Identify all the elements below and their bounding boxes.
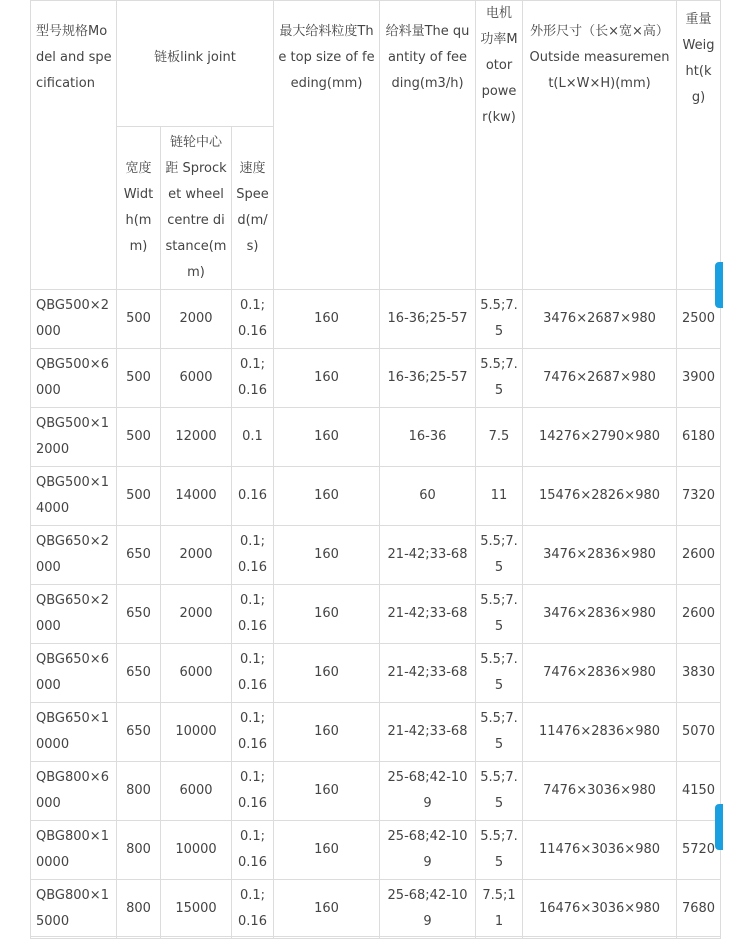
cell-feed-size: 160	[274, 408, 380, 467]
cell-motor-power: 7.5;11	[476, 880, 523, 939]
cell-speed: 0.1	[232, 408, 274, 467]
cell-model: QBG500×12000	[31, 408, 117, 467]
cell-weight: 2600	[677, 585, 721, 644]
cell-feed-size: 160	[274, 821, 380, 880]
table-row	[31, 526, 721, 585]
cell-quantity: 16-36	[380, 408, 476, 467]
header-quantity: 给料量The quantity of feeding(m3/h)	[380, 1, 476, 290]
table-body	[31, 1, 721, 939]
cell-speed: 0.1;0.16	[232, 880, 274, 939]
header-sprocket-distance: 链轮中心距 Sprocket wheel centre distance(mm)	[161, 127, 232, 290]
table-row	[31, 880, 721, 939]
header-motor-power: 电机功率Motor power(kw)	[476, 1, 523, 290]
cell-speed: 0.1;0.16	[232, 821, 274, 880]
cell-motor-power: 5.5;7.5	[476, 526, 523, 585]
header-model: 型号规格Model and specification	[31, 1, 117, 290]
cell-quantity: 25-68;42-109	[380, 880, 476, 939]
cell-outside-measurement: 16476×3036×980	[523, 880, 677, 939]
cell-motor-power: 5.5;7.5	[476, 703, 523, 762]
cell-model: QBG500×14000	[31, 467, 117, 526]
cell-width: 650	[117, 585, 161, 644]
header-feed-size: 最大给料粒度The top size of feeding(mm)	[274, 1, 380, 290]
table-row	[31, 290, 721, 349]
header-width: 宽度Width(mm)	[117, 127, 161, 290]
cell-model: QBG500×6000	[31, 349, 117, 408]
cell-model: QBG800×15000	[31, 880, 117, 939]
cell-width: 650	[117, 703, 161, 762]
cell-distance: 10000	[161, 703, 232, 762]
cell-distance: 6000	[161, 762, 232, 821]
table-row	[31, 585, 721, 644]
cell-feed-size: 160	[274, 880, 380, 939]
cell-speed: 0.1;0.16	[232, 526, 274, 585]
table-row	[31, 821, 721, 880]
cell-outside-measurement: 15476×2826×980	[523, 467, 677, 526]
table-row	[31, 703, 721, 762]
cell-distance: 2000	[161, 290, 232, 349]
cell-weight: 6180	[677, 408, 721, 467]
cell-speed: 0.1;0.16	[232, 585, 274, 644]
cell-speed: 0.16	[232, 467, 274, 526]
cell-motor-power: 5.5;7.5	[476, 762, 523, 821]
cell-weight: 3830	[677, 644, 721, 703]
cell-outside-measurement: 7476×2836×980	[523, 644, 677, 703]
cell-speed: 0.1;0.16	[232, 703, 274, 762]
cell-motor-power: 11	[476, 467, 523, 526]
cell-speed: 0.1;0.16	[232, 644, 274, 703]
cell-speed: 0.1;0.16	[232, 762, 274, 821]
cell-quantity: 60	[380, 467, 476, 526]
cell-motor-power: 5.5;7.5	[476, 585, 523, 644]
cell-distance: 12000	[161, 408, 232, 467]
cell-width: 650	[117, 644, 161, 703]
cell-speed: 0.1;0.16	[232, 349, 274, 408]
cell-distance: 6000	[161, 349, 232, 408]
cell-quantity: 21-42;33-68	[380, 644, 476, 703]
cell-weight: 5720	[677, 821, 721, 880]
cell-weight: 7680	[677, 880, 721, 939]
cell-motor-power: 5.5;7.5	[476, 290, 523, 349]
table-row	[31, 762, 721, 821]
cell-outside-measurement: 7476×3036×980	[523, 762, 677, 821]
cell-motor-power: 5.5;7.5	[476, 349, 523, 408]
cell-feed-size: 160	[274, 349, 380, 408]
cell-model: QBG650×10000	[31, 703, 117, 762]
cell-outside-measurement: 3476×2687×980	[523, 290, 677, 349]
cell-motor-power: 5.5;7.5	[476, 644, 523, 703]
cell-quantity: 21-42;33-68	[380, 585, 476, 644]
cell-motor-power: 5.5;7.5	[476, 821, 523, 880]
header-outside-measurement: 外形尺寸（长×宽×高）Outside measurement(L×W×H)(mm)	[523, 1, 677, 290]
header-weight: 重量Weight(kg)	[677, 1, 721, 290]
cell-weight: 2500	[677, 290, 721, 349]
cell-model: QBG800×10000	[31, 821, 117, 880]
cell-outside-measurement: 3476×2836×980	[523, 526, 677, 585]
spec-table	[30, 0, 721, 939]
cell-quantity: 16-36;25-57	[380, 349, 476, 408]
cell-model: QBG650×6000	[31, 644, 117, 703]
table-bottom-border	[30, 936, 720, 937]
cell-weight: 5070	[677, 703, 721, 762]
cell-model: QBG500×2000	[31, 290, 117, 349]
cell-distance: 2000	[161, 585, 232, 644]
cell-feed-size: 160	[274, 526, 380, 585]
cell-outside-measurement: 14276×2790×980	[523, 408, 677, 467]
cell-width: 500	[117, 349, 161, 408]
table-row	[31, 467, 721, 526]
cell-outside-measurement: 3476×2836×980	[523, 585, 677, 644]
cell-width: 500	[117, 467, 161, 526]
cell-distance: 6000	[161, 644, 232, 703]
side-scroll-tab[interactable]	[715, 804, 723, 850]
cell-weight: 2600	[677, 526, 721, 585]
header-row-1	[31, 1, 721, 127]
header-speed: 速度Speed(m/s)	[232, 127, 274, 290]
cell-width: 500	[117, 408, 161, 467]
cell-distance: 15000	[161, 880, 232, 939]
cell-feed-size: 160	[274, 585, 380, 644]
cell-quantity: 16-36;25-57	[380, 290, 476, 349]
table-row	[31, 644, 721, 703]
cell-feed-size: 160	[274, 762, 380, 821]
header-link-joint: 链板link joint	[117, 1, 274, 127]
cell-weight: 3900	[677, 349, 721, 408]
cell-width: 800	[117, 762, 161, 821]
cell-weight: 7320	[677, 467, 721, 526]
cell-width: 800	[117, 821, 161, 880]
cell-feed-size: 160	[274, 467, 380, 526]
cell-width: 800	[117, 880, 161, 939]
cell-outside-measurement: 11476×2836×980	[523, 703, 677, 762]
cell-distance: 14000	[161, 467, 232, 526]
cell-distance: 10000	[161, 821, 232, 880]
cell-outside-measurement: 7476×2687×980	[523, 349, 677, 408]
side-scroll-tab[interactable]	[715, 262, 723, 308]
cell-quantity: 25-68;42-109	[380, 762, 476, 821]
cell-model: QBG650×2000	[31, 585, 117, 644]
cell-speed: 0.1;0.16	[232, 290, 274, 349]
cell-quantity: 21-42;33-68	[380, 526, 476, 585]
cell-weight: 4150	[677, 762, 721, 821]
cell-distance: 2000	[161, 526, 232, 585]
cell-quantity: 21-42;33-68	[380, 703, 476, 762]
table-row	[31, 408, 721, 467]
cell-model: QBG650×2000	[31, 526, 117, 585]
cell-width: 500	[117, 290, 161, 349]
cell-feed-size: 160	[274, 703, 380, 762]
cell-model: QBG800×6000	[31, 762, 117, 821]
cell-outside-measurement: 11476×3036×980	[523, 821, 677, 880]
table-row	[31, 349, 721, 408]
cell-quantity: 25-68;42-109	[380, 821, 476, 880]
cell-width: 650	[117, 526, 161, 585]
cell-motor-power: 7.5	[476, 408, 523, 467]
cell-feed-size: 160	[274, 644, 380, 703]
cell-feed-size: 160	[274, 290, 380, 349]
